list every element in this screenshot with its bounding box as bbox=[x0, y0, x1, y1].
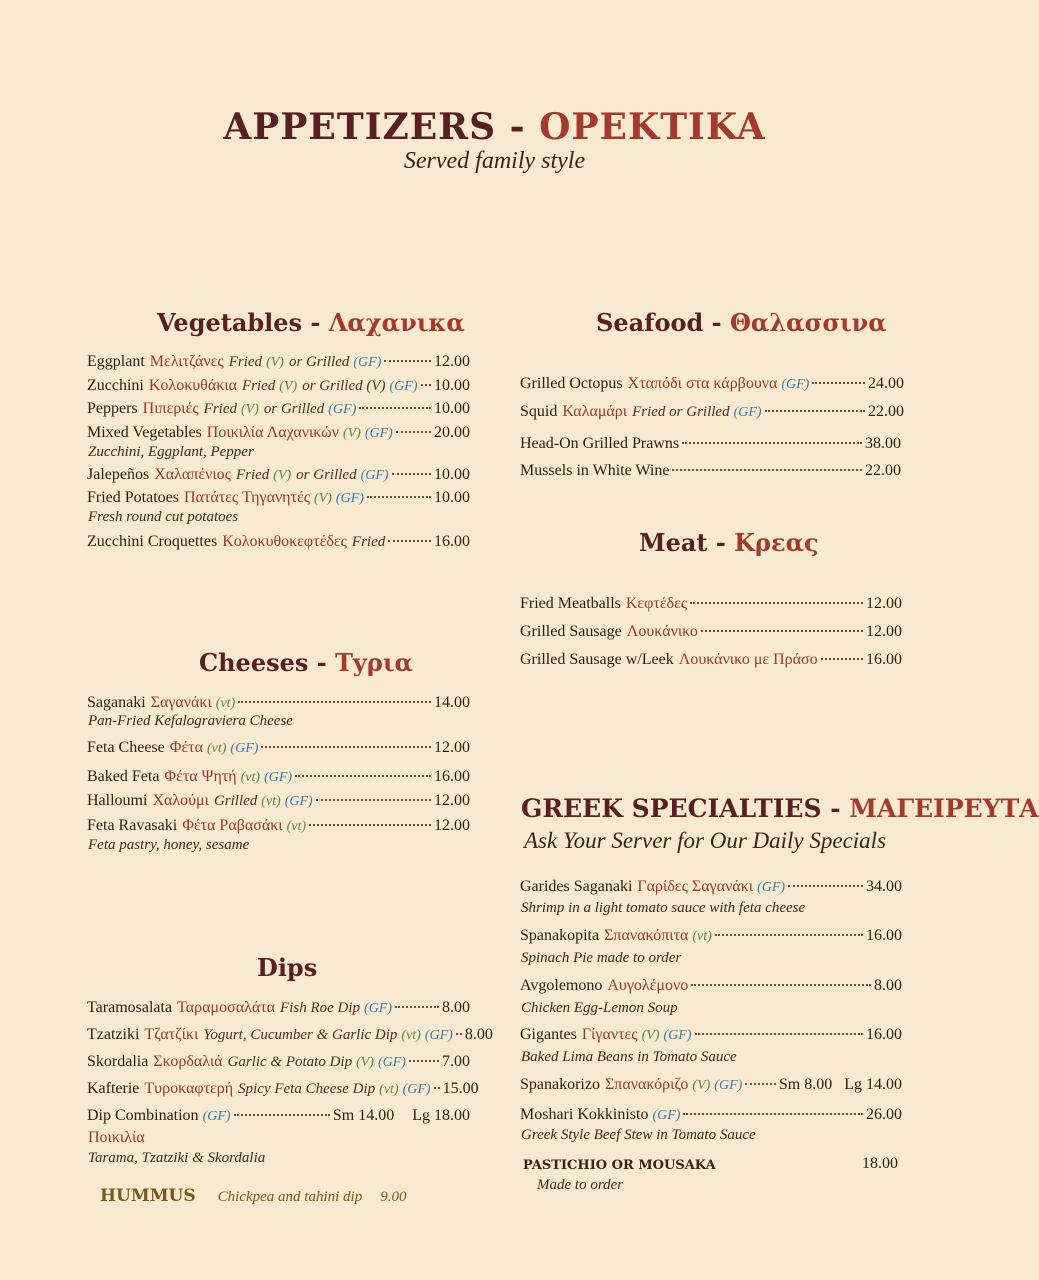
item-note: Shrimp in a light tomato sauce with feta cheese bbox=[521, 900, 806, 916]
item-note: Chicken Egg-Lemon Soup bbox=[521, 1000, 678, 1016]
menu-item bbox=[87, 999, 470, 1019]
item-desc: Fried bbox=[228, 354, 263, 370]
gf-tag: (GF) bbox=[714, 1078, 743, 1093]
leader-dots bbox=[316, 799, 431, 801]
gf-tag: (GF) bbox=[335, 491, 364, 506]
item-name: Zucchini Croquettes bbox=[87, 533, 218, 550]
dip-combination bbox=[87, 1107, 470, 1127]
item-price: 38.00 bbox=[865, 435, 901, 452]
page-title: APPETIZERS - OPEKTIKA bbox=[223, 106, 766, 148]
item-greek: Γίγαντες bbox=[581, 1026, 638, 1043]
v-tag: (V) bbox=[641, 1028, 660, 1043]
item-price: 12.00 bbox=[434, 739, 470, 756]
item-price: 16.00 bbox=[434, 768, 470, 785]
item-price: 9.00 bbox=[380, 1189, 407, 1205]
leader-dots bbox=[396, 431, 431, 433]
item-price: 8.00 bbox=[442, 999, 470, 1016]
item-greek: Ταραμοσαλάτα bbox=[177, 999, 276, 1016]
menu-item bbox=[87, 377, 470, 397]
price-large: Lg 14.00 bbox=[844, 1076, 902, 1093]
item-greek: Σκορδαλιά bbox=[153, 1053, 223, 1070]
item-greek: Μελιτζάνες bbox=[149, 353, 224, 370]
leader-dots bbox=[765, 410, 865, 412]
v-tag: (V) bbox=[342, 426, 361, 441]
item-price: 16.00 bbox=[866, 927, 902, 944]
leader-dots bbox=[812, 382, 865, 384]
leader-dots bbox=[683, 1113, 863, 1115]
item-name: Zucchini bbox=[87, 377, 144, 394]
gf-tag: (GF) bbox=[663, 1028, 692, 1043]
item-name: Grilled Octopus bbox=[520, 375, 623, 392]
item-greek: Τυροκαφτερή bbox=[144, 1080, 234, 1097]
item-name: Skordalia bbox=[87, 1053, 149, 1070]
gf-tag: (GF) bbox=[230, 741, 259, 756]
leader-dots bbox=[395, 1006, 439, 1008]
v-tag: (vt) bbox=[261, 794, 281, 809]
menu-item bbox=[87, 739, 470, 759]
gf-tag: (GF) bbox=[360, 468, 389, 483]
leader-dots bbox=[238, 701, 431, 703]
item-price: 10.00 bbox=[434, 400, 470, 417]
menu-item bbox=[520, 403, 904, 423]
item-greek: Φέτα bbox=[169, 739, 203, 756]
item-desc: Fried bbox=[235, 467, 270, 483]
item-name: Spanakopita bbox=[520, 927, 600, 944]
item-name: HUMMUS bbox=[100, 1186, 196, 1206]
gf-tag: (GF) bbox=[424, 1028, 453, 1043]
menu-item bbox=[87, 466, 470, 486]
leader-dots bbox=[745, 1083, 776, 1085]
menu-item bbox=[87, 353, 470, 373]
menu-item bbox=[87, 694, 470, 714]
menu-item bbox=[520, 1106, 902, 1126]
menu-item bbox=[87, 424, 470, 444]
menu-item bbox=[520, 651, 902, 671]
leader-dots bbox=[682, 442, 862, 444]
item-note: Baked Lima Beans in Tomato Sauce bbox=[521, 1049, 737, 1065]
cheeses-title: Cheeses - Τyρια bbox=[199, 648, 413, 677]
v-tag: (V) bbox=[314, 491, 332, 506]
item-name: Avgolemono bbox=[520, 977, 603, 994]
leader-dots bbox=[234, 1114, 330, 1116]
item-name: Dip Combination bbox=[87, 1107, 199, 1124]
item-name: Feta Cheese bbox=[87, 739, 165, 756]
gf-tag: (GF) bbox=[733, 405, 762, 420]
pastichio-name: PASTICHIO OR MOUSAKA bbox=[523, 1158, 716, 1173]
leader-dots bbox=[672, 469, 862, 471]
gf-tag: (GF) bbox=[389, 379, 418, 394]
item-desc: Fried bbox=[241, 378, 276, 394]
item-name: Squid bbox=[520, 403, 558, 420]
item-greek: Χαλαπένιος bbox=[154, 466, 231, 483]
v-tag: (vt) bbox=[215, 696, 236, 711]
gf-tag: (GF) bbox=[364, 1001, 393, 1016]
item-name: Gigantes bbox=[520, 1026, 577, 1043]
item-greek: Πατάτες Τηγανητές bbox=[184, 489, 311, 506]
price-small: Sm 8.00 bbox=[778, 1076, 833, 1093]
gf-tag: (GF) bbox=[284, 794, 313, 809]
item-price: 12.00 bbox=[434, 353, 470, 370]
leader-dots bbox=[421, 384, 431, 386]
leader-dots bbox=[788, 885, 863, 887]
combo-greek: Ποικιλία bbox=[88, 1129, 145, 1146]
item-price: 20.00 bbox=[434, 424, 470, 441]
item-price: 12.00 bbox=[434, 817, 470, 834]
menu-item bbox=[520, 375, 904, 395]
gf-tag: (GF) bbox=[202, 1109, 231, 1124]
item-name: Eggplant bbox=[87, 353, 145, 370]
leader-dots bbox=[456, 1033, 462, 1035]
leader-dots bbox=[392, 473, 431, 475]
leader-dots bbox=[359, 407, 431, 409]
dips-title: Dips bbox=[257, 953, 318, 982]
menu-item bbox=[520, 878, 902, 898]
price-large: Lg 18.00 bbox=[412, 1107, 470, 1124]
item-desc: or Grilled bbox=[296, 467, 357, 483]
item-desc: Fried or Grilled bbox=[632, 404, 730, 420]
item-greek: Φέτα Ραβασάκι bbox=[182, 817, 283, 834]
item-name: Grilled Sausage w/Leek bbox=[520, 651, 674, 668]
item-price: 16.00 bbox=[434, 533, 470, 550]
item-price: 15.00 bbox=[442, 1080, 479, 1097]
item-greek: Κεφτέδες bbox=[625, 595, 688, 612]
item-name: Fried Potatoes bbox=[87, 489, 179, 506]
leader-dots bbox=[261, 746, 431, 748]
item-name: Halloumi bbox=[87, 792, 148, 809]
item-desc: or Grilled bbox=[288, 354, 350, 370]
item-note: Tarama, Tzatziki & Skordalia bbox=[88, 1150, 266, 1166]
v-tag: (vt) bbox=[240, 770, 261, 785]
leader-dots bbox=[691, 984, 871, 986]
page-subtitle: Served family style bbox=[403, 148, 586, 174]
menu-item bbox=[87, 1053, 470, 1073]
item-price: 26.00 bbox=[866, 1106, 902, 1123]
item-greek: Κολοκυθάκια bbox=[148, 377, 237, 394]
menu-item bbox=[87, 1026, 493, 1046]
item-price: 10.00 bbox=[434, 377, 470, 394]
item-greek: Λουκάνικο bbox=[626, 623, 698, 640]
menu-item bbox=[520, 927, 902, 947]
item-greek: Φέτα Ψητή bbox=[164, 768, 237, 785]
item-greek: Σαγανάκι bbox=[150, 694, 212, 711]
item-desc: Garlic & Potato Dip bbox=[227, 1054, 353, 1070]
leader-dots bbox=[701, 630, 863, 632]
item-price: 22.00 bbox=[865, 462, 901, 479]
item-greek: Σπανακόριζο bbox=[604, 1076, 689, 1093]
item-name: Kafterie bbox=[87, 1080, 140, 1097]
menu-item bbox=[520, 623, 902, 643]
menu-item bbox=[87, 489, 470, 509]
menu-item bbox=[520, 595, 902, 615]
item-greek: Χταπόδι στα κάρβουνα bbox=[627, 375, 778, 392]
seafood-title: Seafood - Θαλασσινα bbox=[596, 308, 887, 337]
item-desc: or Grilled (V) bbox=[302, 378, 386, 394]
price-small: Sm 14.00 bbox=[332, 1107, 395, 1124]
item-greek: Σπανακόπιτα bbox=[604, 927, 689, 944]
item-note: Fresh round cut potatoes bbox=[88, 509, 239, 525]
item-note: Zucchini, Eggplant, Pepper bbox=[88, 444, 254, 460]
item-desc: Fried bbox=[351, 534, 386, 550]
item-name: Baked Feta bbox=[87, 768, 160, 785]
item-price: 12.00 bbox=[866, 595, 902, 612]
leader-dots bbox=[695, 1033, 864, 1035]
leader-dots bbox=[409, 1060, 439, 1062]
spanakorizo-item bbox=[520, 1076, 902, 1096]
item-desc: Yogurt, Cucumber & Garlic Dip bbox=[203, 1027, 398, 1043]
item-price: 12.00 bbox=[866, 623, 902, 640]
item-name: Saganaki bbox=[87, 694, 146, 711]
item-note: Feta pastry, honey, sesame bbox=[88, 837, 250, 853]
item-desc: or Grilled bbox=[263, 401, 325, 417]
leader-dots bbox=[384, 360, 431, 362]
v-tag: (vt) bbox=[286, 819, 307, 834]
leader-dots bbox=[295, 775, 431, 777]
menu-item bbox=[520, 1026, 902, 1046]
item-name: Tzatziki bbox=[87, 1026, 140, 1043]
gf-tag: (GF) bbox=[402, 1082, 431, 1097]
menu-item bbox=[87, 533, 470, 553]
item-greek: Γαρίδες Σαγανάκι bbox=[637, 878, 754, 895]
item-name: Moshari Kokkinisto bbox=[520, 1106, 649, 1123]
menu-item bbox=[87, 768, 470, 788]
item-name: Grilled Sausage bbox=[520, 623, 622, 640]
item-price: 16.00 bbox=[866, 651, 902, 668]
item-desc: Chickpea and tahini dip bbox=[217, 1189, 363, 1205]
item-price: 16.00 bbox=[866, 1026, 902, 1043]
item-price: 7.00 bbox=[442, 1053, 470, 1070]
leader-dots bbox=[715, 934, 863, 936]
item-price: 22.00 bbox=[868, 403, 904, 420]
menu-item bbox=[87, 1080, 479, 1100]
gf-tag: (GF) bbox=[652, 1108, 681, 1123]
leader-dots bbox=[434, 1087, 440, 1089]
menu-item bbox=[87, 817, 470, 837]
v-tag: (V) bbox=[279, 379, 298, 394]
v-tag: (vt) bbox=[401, 1028, 421, 1043]
item-price: 34.00 bbox=[866, 878, 902, 895]
item-price: 10.00 bbox=[434, 466, 470, 483]
menu-item bbox=[87, 400, 470, 420]
v-tag: (vt) bbox=[692, 929, 712, 944]
item-note: Pan-Fried Kefalograviera Cheese bbox=[88, 713, 293, 729]
item-name: Head-On Grilled Prawns bbox=[520, 435, 680, 452]
hummus-item bbox=[100, 1186, 406, 1206]
item-name: Jalepeños bbox=[87, 466, 150, 483]
item-price: 8.00 bbox=[874, 977, 902, 994]
item-name: Mussels in White Wine bbox=[520, 462, 670, 479]
gf-tag: (GF) bbox=[364, 426, 393, 441]
leader-dots bbox=[821, 658, 863, 660]
item-name: Taramosalata bbox=[87, 999, 173, 1016]
item-desc: Spicy Feta Cheese Dip bbox=[238, 1081, 376, 1097]
gf-tag: (GF) bbox=[757, 880, 786, 895]
item-note: Spinach Pie made to order bbox=[521, 950, 682, 966]
menu-item bbox=[87, 792, 470, 812]
item-name: Feta Ravasaki bbox=[87, 817, 178, 834]
v-tag: (V) bbox=[240, 402, 259, 417]
pastichio-price: 18.00 bbox=[862, 1155, 898, 1172]
specialties-subtitle: Ask Your Server for Our Daily Specials bbox=[524, 828, 887, 853]
menu-item bbox=[520, 435, 901, 455]
item-greek: Κολοκυθοκεφτέδες bbox=[222, 533, 347, 550]
gf-tag: (GF) bbox=[353, 355, 382, 370]
item-note: Made to order bbox=[537, 1177, 624, 1193]
item-price: 8.00 bbox=[464, 1026, 493, 1043]
item-name: Garides Saganaki bbox=[520, 878, 633, 895]
item-greek: Αυγολέμονο bbox=[607, 977, 689, 994]
leader-dots bbox=[690, 602, 863, 604]
item-note: Greek Style Beef Stew in Tomato Sauce bbox=[521, 1127, 756, 1143]
item-greek: Καλαμάρι bbox=[562, 403, 628, 420]
leader-dots bbox=[367, 496, 431, 498]
item-price: 10.00 bbox=[434, 489, 470, 506]
v-tag: (vt) bbox=[379, 1082, 399, 1097]
item-name: Peppers bbox=[87, 400, 138, 417]
item-greek: Πιπεριές bbox=[142, 400, 199, 417]
item-name: Spanakorizo bbox=[520, 1076, 600, 1093]
item-desc: Grilled bbox=[213, 793, 258, 809]
gf-tag: (GF) bbox=[377, 1055, 406, 1070]
v-tag: (V) bbox=[356, 1055, 374, 1070]
item-desc: Fried bbox=[203, 401, 237, 417]
leader-dots bbox=[388, 540, 431, 542]
gf-tag: (GF) bbox=[781, 377, 810, 392]
specialties-title: GREEK SPECIALTIES - ΜΑΓΕΙΡΕΥΤΑ bbox=[521, 794, 1039, 823]
v-tag: (vt) bbox=[206, 741, 227, 756]
item-desc: Fish Roe Dip bbox=[280, 1000, 361, 1016]
item-greek: Λουκάνικο με Πράσο bbox=[678, 651, 818, 668]
gf-tag: (GF) bbox=[264, 770, 293, 785]
menu-item bbox=[520, 977, 902, 997]
item-greek: Ποικιλία Λαχανικών bbox=[206, 424, 339, 441]
meat-title: Meat - Κρεας bbox=[639, 528, 819, 557]
item-greek: Τζατζίκι bbox=[144, 1026, 199, 1043]
v-tag: (V) bbox=[692, 1078, 711, 1093]
vegetables-title: Vegetables - Λαχανικα bbox=[157, 308, 465, 337]
gf-tag: (GF) bbox=[328, 402, 357, 417]
leader-dots bbox=[309, 824, 431, 826]
v-tag: (V) bbox=[266, 355, 284, 370]
item-price: 14.00 bbox=[434, 694, 470, 711]
item-name: Mixed Vegetables bbox=[87, 424, 202, 441]
item-price: 24.00 bbox=[868, 375, 904, 392]
v-tag: (V) bbox=[273, 468, 292, 483]
item-name: Fried Meatballs bbox=[520, 595, 621, 612]
item-greek: Χαλούμι bbox=[152, 792, 209, 809]
menu-item bbox=[520, 462, 901, 482]
item-price: 12.00 bbox=[434, 792, 470, 809]
